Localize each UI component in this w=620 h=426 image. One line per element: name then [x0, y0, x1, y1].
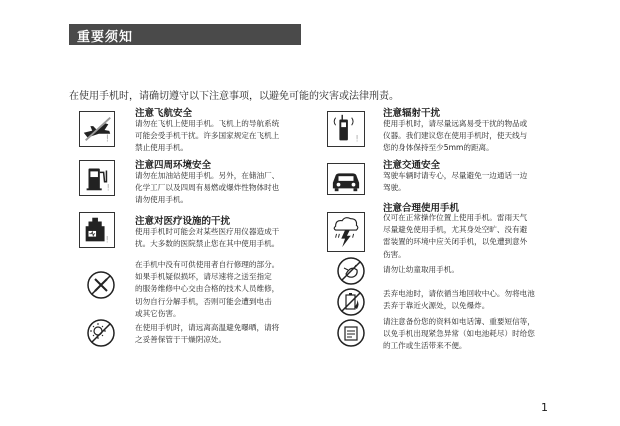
svg-text:!: ! — [106, 183, 110, 194]
environment-text: 请勿在加油站使用手机。另外，在储油厂、 化学工厂以及四周有易燃或爆炸性物体时也 请勿使用手机。 — [135, 171, 280, 205]
flight-title: 注意飞航安全 — [135, 108, 193, 119]
car-icon — [327, 163, 365, 195]
proper-use-title: 注意合理使用手机 — [383, 203, 460, 214]
no-disassemble-icon — [86, 270, 116, 300]
heat-text: 在使用手机时，请远离高温避免曝晒，请将 之妥善保管于干燥阴凉处。 — [135, 323, 280, 345]
no-chemical-icon — [336, 256, 366, 286]
intro-text: 在使用手机时，请确切遵守以下注意事项，以避免可能的灾害或法律刑责。 — [69, 91, 399, 102]
svg-text:!: ! — [105, 133, 110, 145]
battery-text: 丢弃电池时，请依循当地回收中心。勿将电池 丢弃于靠近火源处，以免爆炸。 — [383, 289, 535, 311]
flight-text: 请勿在飞机上使用手机。飞机上的导航系统 可能会受手机干扰。许多国家规定在飞机上 禁止使用手机。 — [135, 119, 280, 153]
high-temperature-icon — [86, 318, 116, 348]
medical-text: 使用手机时可能会对某些医疗用仪器造成干 扰。大多数的医院禁止您在其中使用手机。 — [135, 227, 280, 249]
svg-text:!: ! — [355, 134, 359, 145]
medical-equipment-icon — [79, 212, 115, 248]
battery-disposal-icon — [336, 287, 366, 317]
backup-icon — [336, 318, 366, 348]
traffic-text: 驾驶车辆时请专心，尽量避免一边通话一边 驾驶。 — [383, 171, 528, 193]
phone-radiation-icon — [327, 111, 365, 147]
page-number: 1 — [541, 401, 548, 414]
header-title: 重要须知 — [77, 30, 134, 45]
radiation-title: 注意辐射干扰 — [383, 108, 441, 119]
fuel-pump-icon — [79, 160, 115, 196]
cleaning-text: 请勿让幼童取用手机。 — [383, 265, 459, 274]
repair-text: 在手机中没有可供使用者自行修理的部分。 如果手机疑似损坏，请尽速将之送至指定 的服务维修中心交由合格的技术人员维修， 切勿自行分解手机，否则可能会遭到电击 或其它伤害。 — [135, 260, 280, 318]
radiation-text: 使用手机时，请尽量远离易受干扰的物品或 仪器。我们建议您在使用手机时，使天线与 您的身体保持至少5mm的距离。 — [383, 119, 528, 153]
traffic-title: 注意交通安全 — [383, 160, 441, 171]
backup-text: 请注意备份您的资料如电话簿、重要短信等， 以免手机出现紧急异常（如电池耗尽）时给您 的工作或生活带来不便。 — [383, 317, 535, 351]
airplane-icon — [79, 111, 115, 147]
svg-text:!: ! — [105, 235, 109, 246]
proper-use-text: 仅可在正常操作位置上使用手机。雷雨天气 尽量避免使用手机，尤其身处空旷、没有避 雷装置的环境中应关闭手机，以免遭到意外 伤害。 — [383, 213, 528, 259]
medical-title: 注意对医疗设施的干扰 — [135, 216, 231, 227]
lightning-weather-icon — [327, 212, 365, 252]
header-banner — [69, 24, 301, 45]
environment-title: 注意四周环境安全 — [135, 160, 212, 171]
